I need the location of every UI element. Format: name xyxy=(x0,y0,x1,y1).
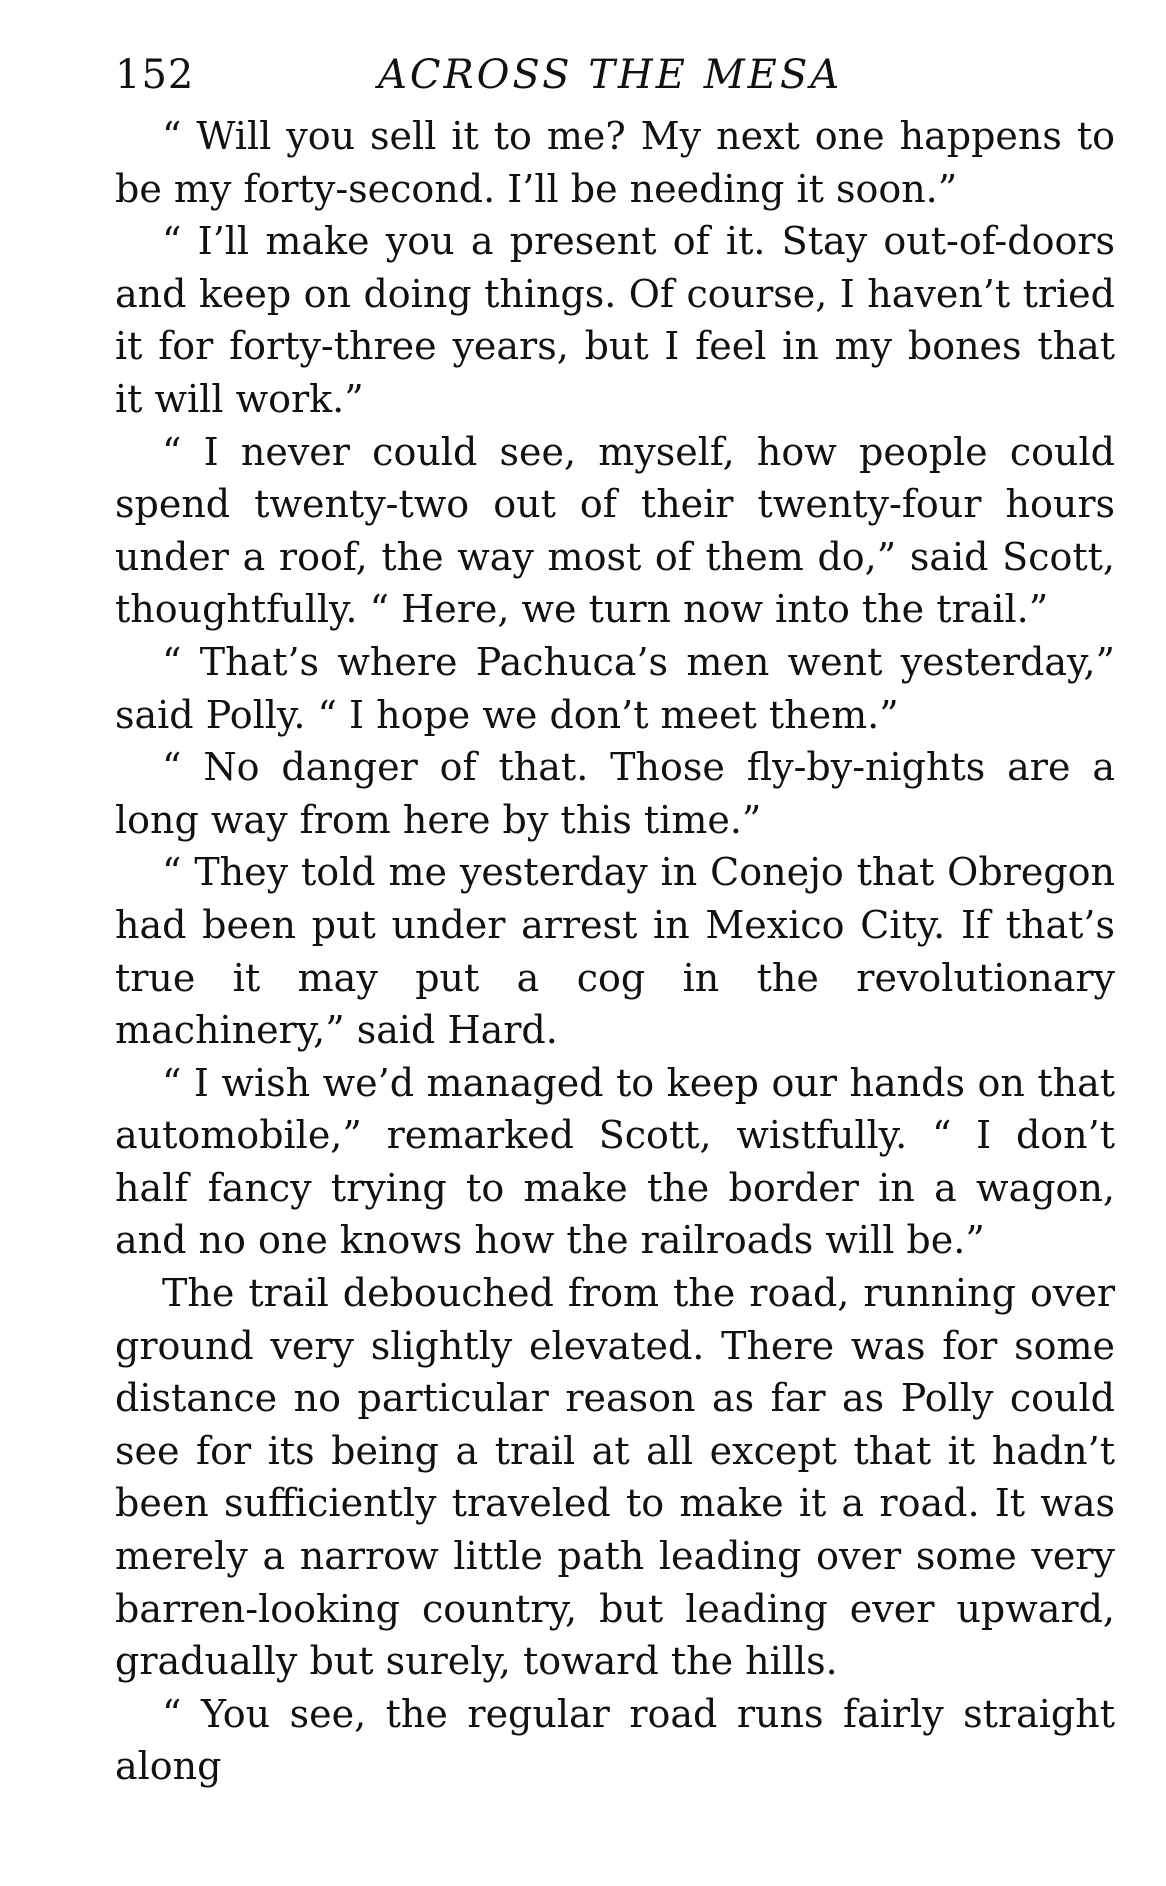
running-title: ACROSS THE MESA xyxy=(378,52,843,98)
paragraph: “ Will you sell it to me? My next one happens to be my forty-second. I’ll be needing it soon.” xyxy=(115,114,1115,211)
page-number: 152 xyxy=(115,52,195,98)
paragraph: “ You see, the regular road runs fairly straight along xyxy=(115,1691,1115,1789)
book-page xyxy=(115,52,1115,1793)
paragraph: “ I never could see, myself, how people could spend twenty-two out of their twenty-four hours under a roof, the way most of them do,” said Scott, thoughtfully. “ Here, we turn now into the trail.” xyxy=(115,429,1115,632)
body-text xyxy=(115,110,1115,1793)
paragraph: “ That’s where Pachuca’s men went yesterday,” said Polly. “ I hope we don’t meet them.” xyxy=(115,639,1115,737)
paragraph: “ I’ll make you a present of it. Stay out-of-doors and keep on doing things. Of course, I haven’t tried it for forty-three years, but I feel in my bones that it will work.” xyxy=(115,219,1115,421)
paragraph: The trail debouched from the road, running over ground very slightly elevated. There was for some distance no particular reason as far as Polly could see for its being a trail at all except that it hadn’t been sufficiently traveled to make it a road. It was merely a narrow little path leading over some very barren-looking country, but leading ever upward, gradually but surely, toward the hills. xyxy=(115,1271,1115,1684)
running-head xyxy=(115,52,1115,104)
paragraph: “ I wish we’d managed to keep our hands on that automobile,” remarked Scott, wistfully. “ I don’t half fancy trying to make the border in a wagon, and no one knows how the railroads will be.” xyxy=(115,1060,1115,1263)
paragraph: “ No danger of that. Those fly-by-nights are a long way from here by this time.” xyxy=(115,745,1115,842)
paragraph: “ They told me yesterday in Conejo that Obregon had been put under arrest in Mexico City. If that’s true it may put a cog in the revolutionary machinery,” said Hard. xyxy=(115,850,1115,1053)
